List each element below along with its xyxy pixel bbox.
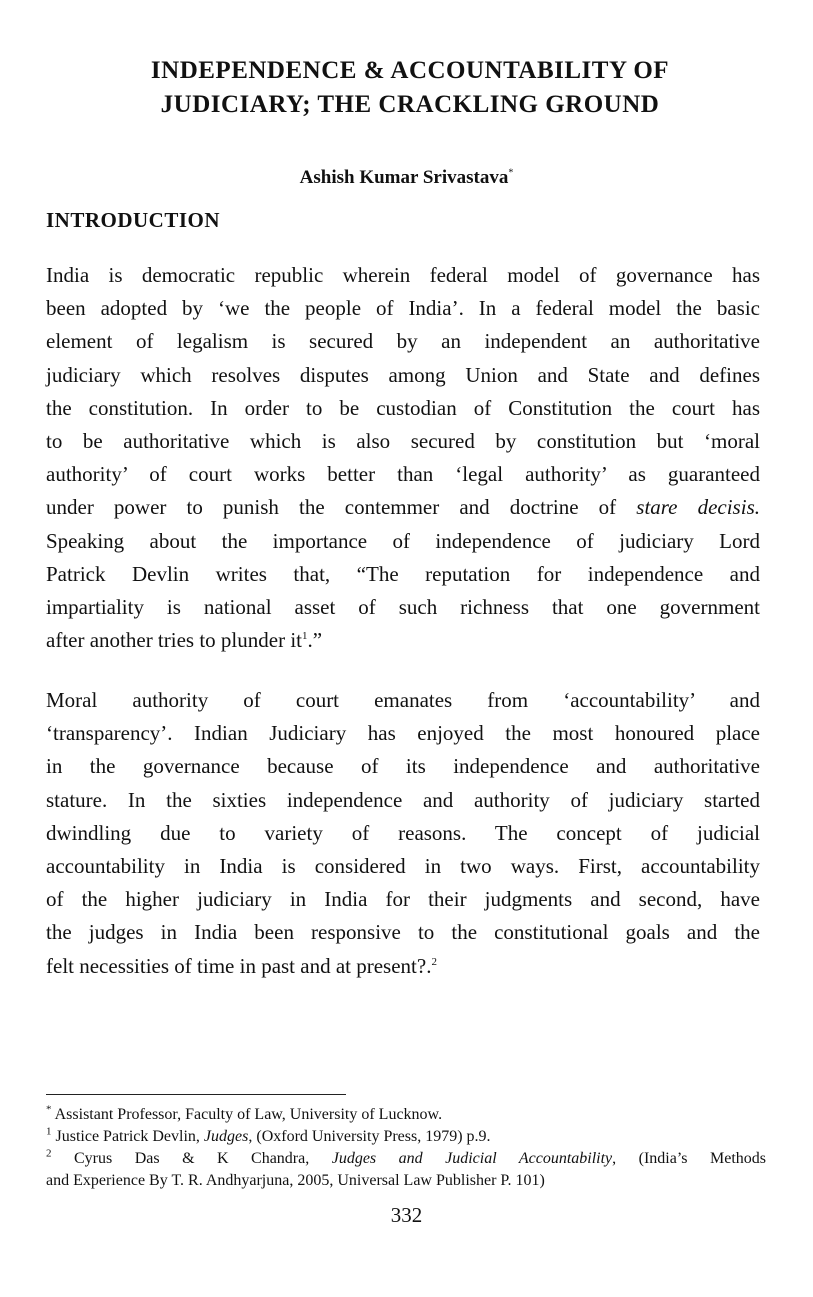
footnote-text: Cyrus Das & K Chandra, — [73, 1150, 332, 1167]
footnote-2-continued: and Experience By T. R. Andhyarjuna, 2005, Universal Law Publisher P. 101) — [46, 1172, 545, 1189]
text-line: accountability in India is considered in two ways. First, accountability — [46, 854, 760, 879]
section-heading: INTRODUCTION — [46, 208, 221, 232]
footnote-text: Justice Patrick Devlin, — [55, 1128, 204, 1145]
title-line: JUDICIARY; THE CRACKLING GROUND — [160, 91, 660, 118]
footnote-text: , (India’s Methods — [612, 1150, 766, 1167]
author-byline — [0, 167, 813, 189]
text-segment: after another tries to plunder it — [46, 628, 302, 653]
footnote-mark: * — [46, 1103, 52, 1116]
text-line — [46, 950, 760, 983]
footnote-2 — [46, 1148, 766, 1170]
text-line: element of legalism is secured by an independent an authoritative — [46, 329, 760, 354]
text-line — [46, 491, 760, 524]
italic-term: stare decisis. — [636, 495, 760, 520]
author-name: Ashish Kumar Srivastava — [299, 167, 509, 188]
footnote-book-title: Judges and Judicial Accountability — [331, 1150, 613, 1167]
text-line: judiciary which resolves disputes among Union and State and defines — [46, 362, 760, 387]
text-line: of the higher judiciary in India for their judgments and second, have — [46, 887, 760, 912]
text-line — [46, 624, 760, 657]
footnote-ref-2[interactable]: 2 — [431, 955, 437, 968]
text-line: Moral authority of court emanates from ‘accountability’ and — [46, 688, 760, 712]
paper-title — [60, 54, 760, 122]
page-number: 332 — [390, 1203, 423, 1227]
text-line: been adopted by ‘we the people of India’. In a federal model the basic — [46, 296, 760, 321]
text-line: dwindling due to variety of reasons. The concept of judicial — [46, 820, 760, 845]
footnotes — [46, 1104, 766, 1192]
footnote-mark: 1 — [46, 1125, 52, 1138]
title-line: INDEPENDENCE & ACCOUNTABILITY OF — [150, 57, 670, 84]
text-line: Speaking about the importance of independence of judiciary Lord — [46, 528, 760, 553]
footnote-1 — [46, 1126, 766, 1148]
text-segment: under power to punish the contemmer and doctrine of — [46, 495, 637, 520]
footnote-text: Assistant Professor, Faculty of Law, University of Lucknow. — [54, 1106, 443, 1123]
footnote-text: , (Oxford University Press, 1979) p.9. — [248, 1128, 491, 1145]
text-line: stature. In the sixties independence and authority of judiciary started — [46, 787, 760, 812]
footnote-book-title: Judges — [203, 1128, 249, 1145]
text-line: impartiality is national asset of such richness that one government — [46, 595, 760, 620]
footnote-divider — [46, 1094, 346, 1095]
paragraph-1 — [46, 259, 760, 657]
author-footnote-mark: * — [508, 167, 514, 179]
text-line: the constitution. In order to be custodian of Constitution the court has — [46, 395, 760, 420]
text-line: India is democratic republic wherein federal model of governance has — [46, 263, 760, 287]
text-line: authority’ of court works better than ‘legal authority’ as guaranteed — [46, 462, 760, 487]
footnote-ref-1[interactable]: 1 — [302, 630, 308, 643]
text-line: to be authoritative which is also secured by constitution but ‘moral — [46, 429, 760, 454]
text-line: the judges in India been responsive to the constitutional goals and the — [46, 920, 760, 945]
footnote-author — [46, 1104, 766, 1126]
text-line: Patrick Devlin writes that, “The reputation for independence and — [46, 561, 760, 586]
text-line: ‘transparency’. Indian Judiciary has enjoyed the most honoured place — [46, 721, 760, 746]
footnote-mark: 2 — [46, 1147, 52, 1160]
text-segment: .” — [307, 628, 323, 653]
text-segment: felt necessities of time in past and at present?. — [46, 953, 432, 978]
text-line: in the governance because of its independence and authoritative — [46, 754, 760, 779]
paragraph-2 — [46, 684, 760, 983]
